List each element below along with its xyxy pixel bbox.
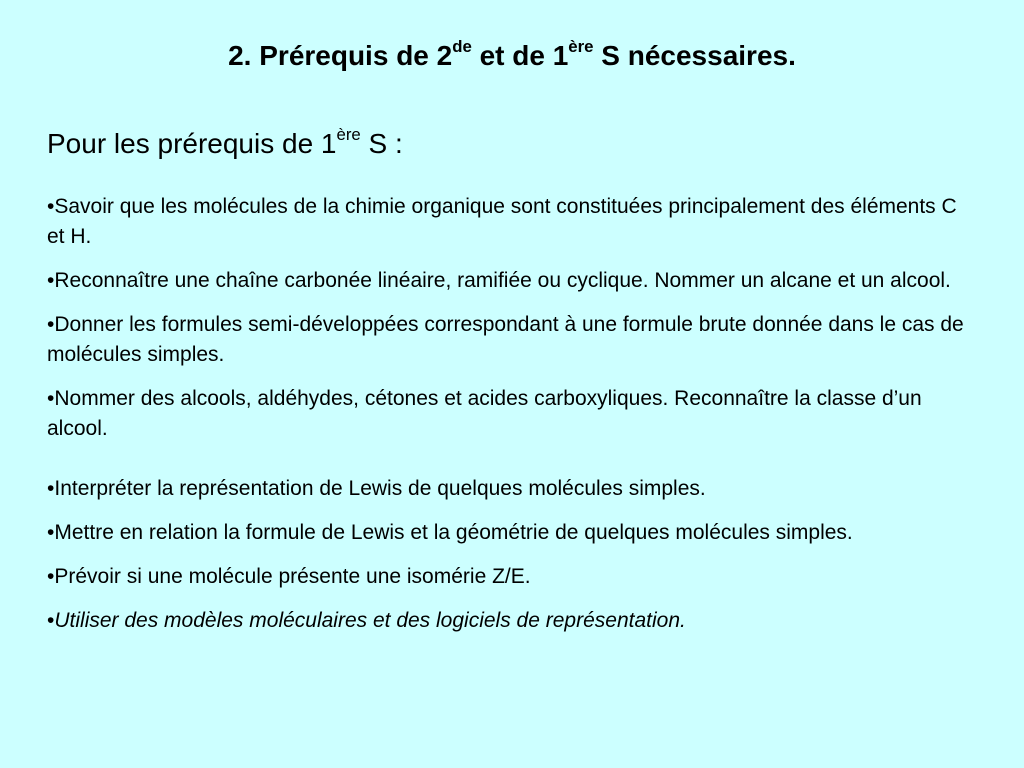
list-item [47, 518, 977, 548]
title-prefix: 2. Prérequis de 2 [228, 40, 453, 71]
bullet-text: Mettre en relation la formule de Lewis et la géométrie de quelques molécules simples. [54, 521, 853, 544]
list-item [47, 310, 977, 370]
bullet-text: Reconnaître une chaîne carbonée linéaire, ramifiée ou cyclique. Nommer un alcane et un alcool. [54, 269, 951, 292]
bullet-text: Donner les formules semi-développées correspondant à une formule brute donnée dans le cas de molécules simples. [47, 313, 964, 366]
bullet-text: Nommer des alcools, aldéhydes, cétones et acides carboxyliques. Reconnaître la classe d’un alcool. [47, 387, 922, 440]
slide-title [0, 38, 1024, 74]
section-subtitle [47, 126, 403, 162]
title-superscript-de: de [452, 37, 472, 57]
bullet-text-italic: Utiliser des modèles moléculaires et des logiciels de représentation. [54, 609, 686, 632]
prerequisites-list [47, 192, 977, 650]
list-item [47, 562, 977, 592]
bullet-marker: • [47, 521, 55, 544]
subtitle-superscript: ère [336, 125, 361, 145]
bullet-marker: • [47, 269, 55, 292]
bullet-marker: • [47, 609, 55, 632]
bullet-marker: • [47, 313, 55, 336]
bullet-text: Prévoir si une molécule présente une isomérie Z/E. [54, 565, 531, 588]
subtitle-prefix: Pour les prérequis de 1 [47, 128, 337, 159]
bullet-text: Interpréter la représentation de Lewis de quelques molécules simples. [54, 477, 706, 500]
title-suffix: S nécessaires. [593, 40, 796, 71]
list-item [47, 192, 977, 252]
title-superscript-ere: ère [568, 37, 594, 57]
list-item [47, 606, 977, 636]
list-item [47, 266, 977, 296]
bullet-text: Savoir que les molécules de la chimie organique sont constituées principalement des éléments C et H. [47, 195, 957, 248]
bullet-marker: • [47, 477, 55, 500]
subtitle-suffix: S : [360, 128, 403, 159]
list-item [47, 384, 977, 444]
bullet-marker: • [47, 565, 55, 588]
title-middle: et de 1 [471, 40, 569, 71]
list-item [47, 474, 977, 504]
bullet-marker: • [47, 195, 55, 218]
bullet-marker: • [47, 387, 55, 410]
